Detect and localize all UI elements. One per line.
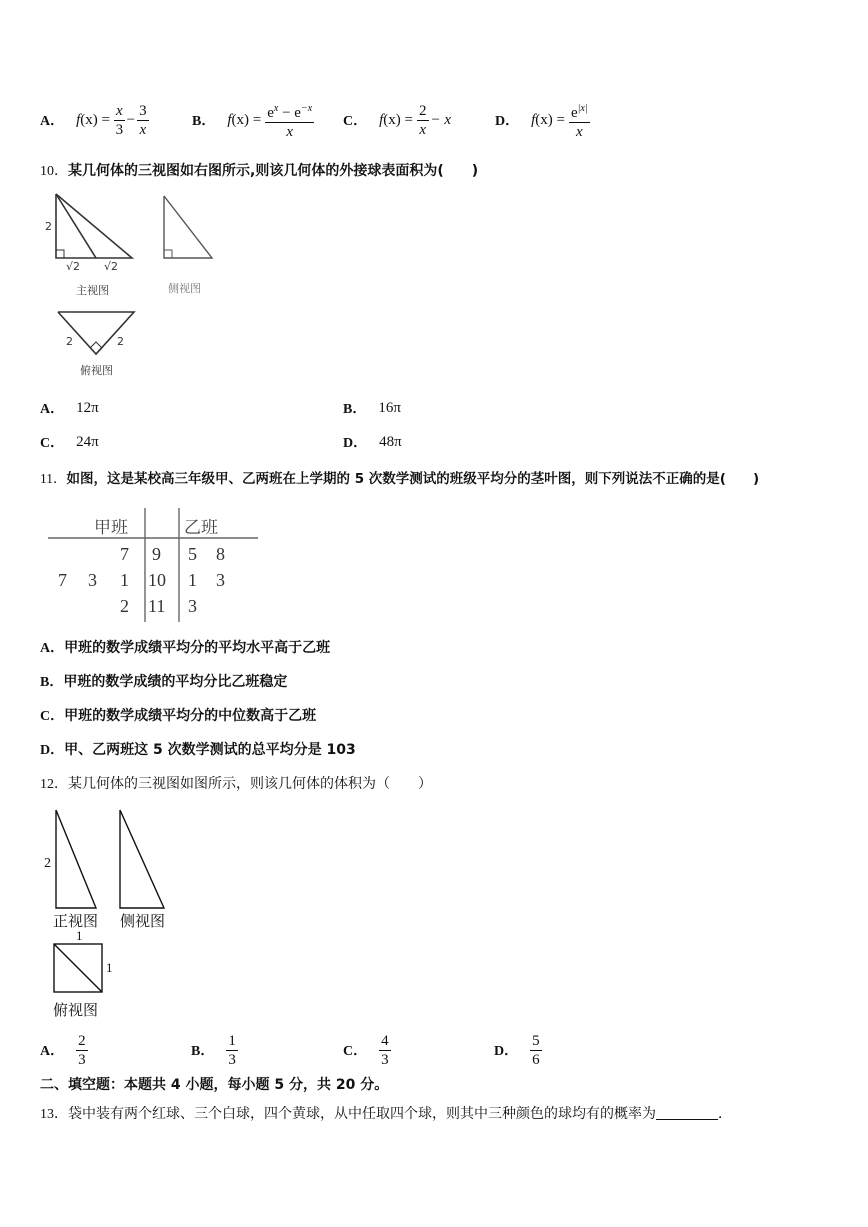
- minus-x: − x: [430, 111, 452, 128]
- q10-three-view-figure: [40, 190, 230, 382]
- table-row: [48, 596, 260, 622]
- minus-e: − e: [278, 104, 301, 121]
- front-view-caption: 正视图: [53, 912, 99, 930]
- q11-option-a[interactable]: [40, 637, 330, 657]
- left-leaf: 7: [58, 570, 67, 590]
- q12-stem: [40, 773, 432, 793]
- func-name: f: [227, 111, 232, 128]
- question-number: 10．: [40, 164, 68, 179]
- side-view-caption: 侧视图: [120, 912, 166, 930]
- top-width-label: 1: [76, 928, 83, 943]
- option-value: 16π: [378, 399, 401, 416]
- numerator: x: [116, 102, 123, 119]
- fraction: [417, 102, 429, 139]
- answer-blank[interactable]: [656, 1105, 718, 1120]
- table-row: [48, 570, 260, 596]
- table-row: [48, 544, 260, 570]
- q11-option-d[interactable]: [40, 739, 356, 759]
- numerator: [569, 100, 590, 123]
- q9-option-c[interactable]: [343, 96, 451, 144]
- fraction: [114, 102, 125, 139]
- option-text: 甲班的数学成绩平均分的中位数高于乙班: [64, 708, 317, 724]
- q10-option-d[interactable]: [343, 432, 402, 452]
- option-value: 24π: [76, 433, 99, 450]
- option-text: 甲、乙两班这 5 次数学测试的总平均分是 103: [64, 742, 356, 758]
- top-view-caption: 俯视图: [80, 364, 113, 377]
- q9-option-d[interactable]: [495, 96, 590, 144]
- option-label: C．: [343, 1044, 368, 1059]
- section-heading: 二、填空题：本题共 4 小题，每小题 5 分，共 20 分。: [40, 1077, 389, 1093]
- option-label: C．: [40, 709, 65, 724]
- question-number: 13．: [40, 1107, 68, 1122]
- front-height-label: 2: [45, 220, 52, 233]
- option-label: A．: [40, 402, 65, 417]
- base-e: e: [267, 104, 274, 121]
- left-leaf: 7: [120, 544, 129, 564]
- option-label: B．: [191, 1044, 215, 1059]
- front-view: [56, 194, 132, 258]
- q12-option-d[interactable]: [494, 1028, 542, 1072]
- q10-option-b[interactable]: [343, 398, 401, 418]
- q11-option-b[interactable]: [40, 671, 287, 691]
- front-base-label-left: √2: [66, 260, 81, 273]
- option-label: C．: [40, 436, 65, 451]
- question-text: 某几何体的三视图如右图所示,则该几何体的外接球表面积为( ): [68, 163, 479, 179]
- front-height-label: 2: [44, 856, 51, 871]
- option-label: A．: [40, 1044, 65, 1059]
- option-label: B．: [40, 675, 64, 690]
- stem: 11: [148, 596, 166, 616]
- q12-option-c[interactable]: [343, 1028, 391, 1072]
- q13-stem: [40, 1103, 732, 1123]
- numerator: 3: [139, 102, 147, 119]
- question-text: 如图，这是某校高三年级甲、乙两班在上学期的 5 次数学测试的班级平均分的茎叶图，则下列说法不正确的是( ): [66, 471, 760, 487]
- question-text: 某几何体的三视图如图所示，则该几何体的体积为（ ）: [68, 776, 432, 792]
- denominator: x: [419, 121, 427, 138]
- q12-option-a[interactable]: [40, 1028, 88, 1072]
- option-label: A．: [40, 641, 65, 656]
- func-arg: (x) =: [383, 111, 413, 128]
- numerator: 2: [419, 102, 427, 119]
- left-leaf: 3: [88, 570, 97, 590]
- front-view: [56, 810, 96, 908]
- fraction: [76, 1032, 88, 1069]
- denominator: x: [575, 123, 583, 140]
- side-view: [120, 810, 164, 908]
- right-leaf: 8: [216, 544, 225, 564]
- numerator: [265, 100, 314, 123]
- denominator: 3: [381, 1051, 389, 1068]
- q11-option-c[interactable]: [40, 705, 316, 725]
- stem-leaf-plot: [48, 508, 260, 624]
- exponent: −x: [300, 102, 313, 114]
- question-text: 袋中装有两个红球、三个白球，四个黄球，从中任取四个球，则其中三种颜色的球均有的概率为: [68, 1106, 656, 1122]
- option-value: 48π: [379, 433, 402, 450]
- fraction: [379, 1032, 391, 1069]
- fraction: [265, 100, 314, 141]
- option-label: C．: [343, 114, 368, 129]
- right-leaf: 5: [188, 544, 197, 564]
- option-text: 甲班的数学成绩平均分的平均水平高于乙班: [64, 640, 331, 656]
- left-leaf: 2: [120, 596, 129, 616]
- right-leaf: 3: [216, 570, 225, 590]
- side-view: [164, 196, 212, 258]
- stem-leaf-rows: [48, 544, 260, 624]
- fraction: [226, 1032, 238, 1069]
- fraction: [137, 102, 149, 139]
- question-end: ．: [718, 1106, 732, 1122]
- stem: 10: [148, 570, 166, 590]
- top-view: [54, 944, 102, 992]
- q10-option-a[interactable]: [40, 398, 99, 418]
- side-view-caption: 侧视图: [168, 282, 201, 295]
- front-view-caption: 主视图: [76, 284, 109, 297]
- option-label: D．: [495, 114, 520, 129]
- option-label: D．: [343, 436, 368, 451]
- numerator: 2: [78, 1032, 86, 1049]
- func-name: f: [379, 111, 384, 128]
- q10-option-c[interactable]: [40, 432, 99, 452]
- top-view-caption: 俯视图: [53, 1001, 99, 1019]
- func-name: f: [531, 111, 536, 128]
- option-text: 甲班的数学成绩的平均分比乙班稳定: [63, 674, 288, 690]
- option-value: 12π: [76, 399, 99, 416]
- q11-stem: [40, 467, 759, 487]
- numerator: 5: [532, 1032, 540, 1049]
- q9-options: [40, 96, 860, 144]
- numerator: 1: [228, 1032, 236, 1049]
- question-number: 11．: [40, 471, 67, 486]
- denominator: x: [286, 123, 294, 140]
- option-label: D．: [494, 1044, 519, 1059]
- fraction: [569, 100, 590, 141]
- func-arg: (x) =: [535, 111, 565, 128]
- right-leaf: 1: [188, 570, 197, 590]
- option-label: A．: [40, 114, 65, 129]
- operator: −: [126, 111, 136, 128]
- option-label: B．: [343, 402, 367, 417]
- fraction: [530, 1032, 542, 1069]
- denominator: x: [139, 121, 147, 138]
- q12-option-b[interactable]: [191, 1028, 238, 1072]
- header-left: 甲班: [94, 518, 128, 538]
- exponent: |x|: [577, 102, 588, 114]
- denominator: 3: [228, 1051, 236, 1068]
- top-depth-label: 1: [106, 960, 113, 975]
- top-left-label: 2: [66, 335, 73, 348]
- q9-option-a[interactable]: [40, 96, 149, 144]
- header-right: 乙班: [184, 518, 218, 538]
- front-base-label-right: √2: [104, 260, 119, 273]
- base-e: e: [571, 104, 578, 121]
- left-leaf: 1: [120, 570, 129, 590]
- func-name: f: [76, 111, 81, 128]
- func-arg: (x) =: [80, 111, 110, 128]
- denominator: 3: [78, 1051, 86, 1068]
- right-leaf: 3: [188, 596, 197, 616]
- q9-option-b[interactable]: [192, 96, 314, 144]
- question-number: 12．: [40, 777, 68, 792]
- q10-stem: [40, 160, 478, 180]
- stem: 9: [152, 544, 161, 564]
- numerator: 4: [381, 1032, 389, 1049]
- denominator: 3: [115, 121, 124, 138]
- option-label: D．: [40, 743, 65, 758]
- func-arg: (x) =: [231, 111, 262, 128]
- exponent: x: [273, 102, 279, 114]
- top-right-label: 2: [117, 335, 124, 348]
- denominator: 6: [532, 1051, 540, 1068]
- option-label: B．: [192, 114, 216, 129]
